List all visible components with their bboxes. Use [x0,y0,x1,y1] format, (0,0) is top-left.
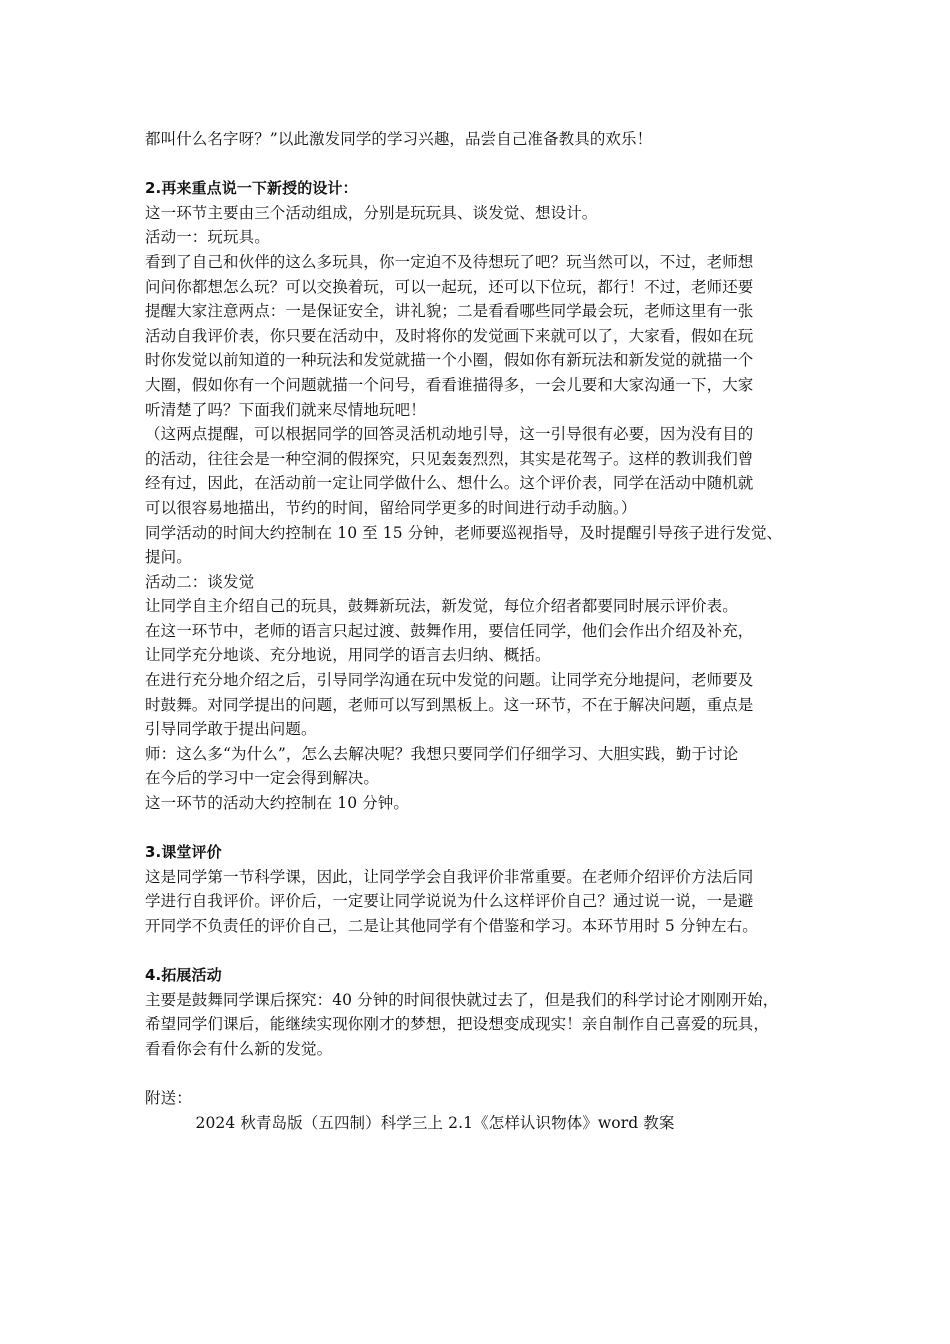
paragraph-line: 听清楚了吗？下面我们就来尽情地玩吧！ [145,400,426,419]
paragraph-line: 大圈，假如你有一个问题就描一个问号，看看谁描得多，一会儿要和大家沟通一下，大家 [145,375,754,394]
paragraph-line: 让同学自主介绍自己的玩具，鼓舞新玩法，新发觉，每位介绍者都要同时展示评价表。 [145,597,738,616]
paragraph-line: 引导同学敢于提出问题。 [145,720,317,739]
paragraph-line: 主要是鼓舞同学课后探究：40 分钟的时间很快就过去了，但是我们的科学讨论才刚刚开始， [145,990,779,1009]
paragraph-line: 问问你都想怎么玩？可以交换着玩，可以一起玩，还可以下位玩，都行！不过，老师还要 [145,277,754,296]
paragraph-line: （这两点提醒，可以根据同学的回答灵活机动地引导，这一引导很有必要，因为没有目的 [145,425,754,444]
section-2-body [145,201,817,816]
paragraph-line: 活动二：谈发觉 [145,572,255,591]
paragraph-line: 这一环节的活动大约控制在 10 分钟。 [145,794,409,813]
spacer [145,152,817,177]
paragraph-line: 活动自我评价表，你只要在活动中，及时将你的发觉画下来就可以了，大家看，假如在玩 [145,326,754,345]
appendix-label: 附送： [145,1089,192,1108]
paragraph-line: 这是同学第一节科学课，因此，让同学学会自我评价非常重要。在老师介绍评价方法后同 [145,867,754,886]
paragraph-line: 让同学充分地谈、充分地说，用同学的语言去归纳、概括。 [145,646,551,665]
paragraph-line: 在这一环节中，老师的语言只起过渡、鼓舞作用，要信任同学，他们会作出介绍及补充， [145,621,754,640]
section-3-body [145,865,817,939]
paragraph-line: 活动一：玩玩具。 [145,228,270,247]
spacer [145,816,817,841]
paragraph-line: 看到了自己和伙伴的这么多玩具，你一定迫不及待想玩了吧？玩当然可以，不过，老师想 [145,252,754,271]
paragraph-line: 开同学不负责任的评价自己，二是让其他同学有个借鉴和学习。本环节用时 5 分钟左右。 [145,917,758,935]
document-body [145,127,817,1135]
paragraph-line: 时你发觉以前知道的一种玩法和发觉就描一个小圈，假如你有新玩法和新发觉的就描一个 [145,351,754,370]
paragraph-line: 在进行充分地介绍之后，引导同学沟通在玩中发觉的问题。让同学充分地提问，老师要及 [145,671,754,690]
paragraph-line: 看看你会有什么新的发觉。 [145,1039,333,1058]
paragraph-line: 在今后的学习中一定会得到解决。 [145,769,380,788]
paragraph-line: 的活动，往往会是一种空洞的假探究，只见轰轰烈烈，其实是花驾子。这样的教训我们曾 [145,449,754,468]
paragraph-line: 希望同学们课后，能继续实现你刚才的梦想，把设想变成现实！亲自制作自己喜爱的玩具， [145,1015,770,1034]
paragraph-line: 可以很容易地描出，节约的时间，留给同学更多的时间进行动手动脑。） [145,498,637,517]
appendix-title: 2024 秋青岛版（五四制）科学三上 2.1《怎样认识物体》word 教案 [195,1113,675,1132]
section-4-heading: 4.拓展活动 [145,966,222,985]
paragraph-line: 经有过，因此，在活动前一定让同学做什么、想什么。这个评价表，同学在活动中随机就 [145,474,754,493]
section-4-body [145,988,817,1062]
intro-line: 都叫什么名字呀？”以此激发同学的学习兴趣，品尝自己准备教具的欢乐！ [145,130,653,148]
paragraph-line: 同学活动的时间大约控制在 10 至 15 分钟，老师要巡视指导，及时提醒引导孩子进行发觉、 [145,523,783,542]
spacer [145,1062,817,1087]
paragraph-line: 这一环节主要由三个活动组成，分别是玩玩具、谈发觉、想设计。 [145,203,598,222]
paragraph-line: 师：这么多“为什么”，怎么去解决呢？我想只要同学们仔细学习、大胆实践，勤于讨论 [145,744,739,763]
paragraph-line: 提问。 [145,548,192,567]
paragraph-line: 学进行自我评价。评价后，一定要让同学说说为什么这样评价自己？通过说一说，一是避 [145,892,754,911]
section-2-heading: 2.再来重点说一下新授的设计： [145,179,358,198]
paragraph-line: 时鼓舞。对同学提出的问题，老师可以写到黑板上。这一环节，不在于解决问题，重点是 [145,695,754,714]
spacer [145,939,817,964]
section-3-heading: 3.课堂评价 [145,843,222,862]
paragraph-line: 提醒大家注意两点：一是保证安全，讲礼貌；二是看看哪些同学最会玩，老师这里有一张 [145,302,754,321]
